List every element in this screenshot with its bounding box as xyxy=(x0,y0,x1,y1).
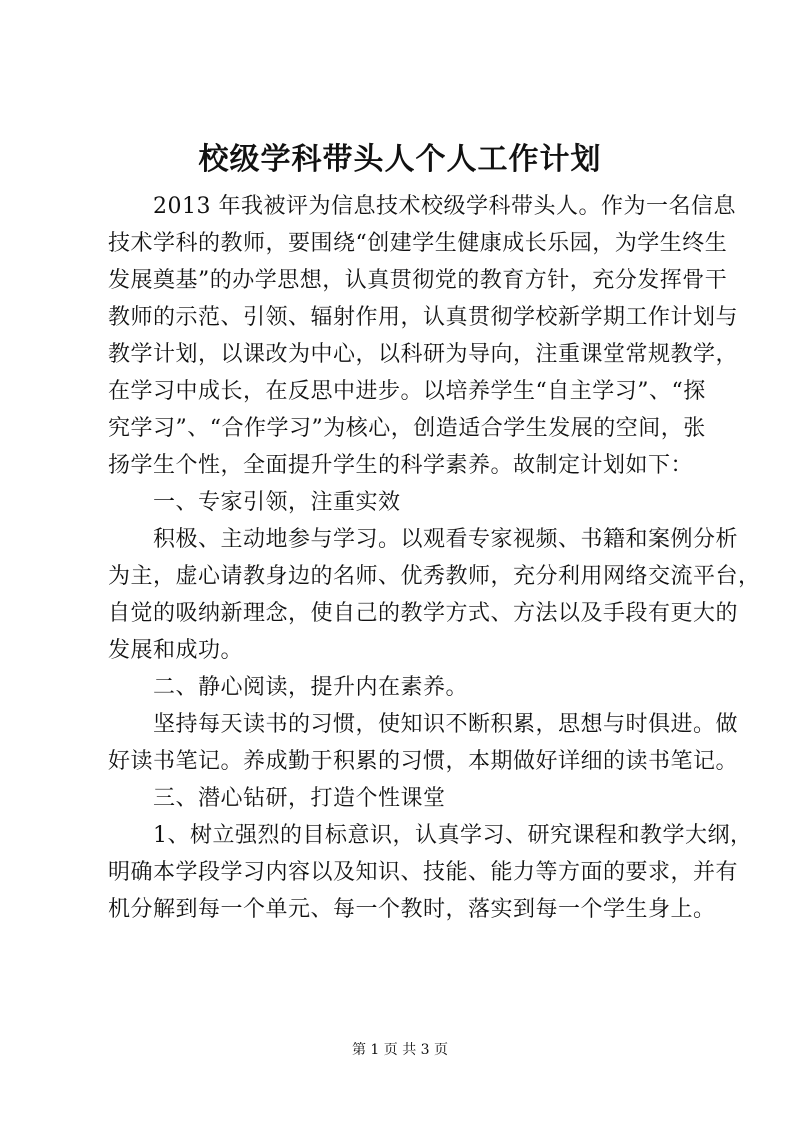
body-line-5: 教学计划，以课改为中心，以科研为导向，注重课堂常规教学， xyxy=(108,342,739,367)
body-line-10: 积极、主动地参与学习。以观看专家视频、书籍和案例分析 xyxy=(108,527,739,552)
body-line-6: 在学习中成长，在反思中进步。以培养学生“自主学习”、“探 xyxy=(108,379,706,404)
body-line-2: 技术学科的教师，要围绕“创建学生健康成长乐园，为学生终生 xyxy=(108,231,728,256)
body-line-3: 发展奠基”的办学思想，认真贯彻党的教育方针，充分发挥骨干 xyxy=(108,268,728,293)
body-line-1: 2013 年我被评为信息技术校级学科带头人。作为一名信息 xyxy=(108,194,736,219)
section-heading-1: 一、专家引领，注重实效 xyxy=(108,490,401,515)
document-title: 校级学科带头人个人工作计划 xyxy=(198,142,602,177)
body-line-12: 自觉的吸纳新理念，使自己的教学方式、方法以及手段有更大的 xyxy=(108,601,739,626)
body-line-20: 机分解到每一个单元、每一个教时，落实到每一个学生身上。 xyxy=(108,897,716,922)
body-line-19: 明确本学段学习内容以及知识、技能、能力等方面的要求，并有 xyxy=(108,860,739,885)
body-line-18: 1、树立强烈的目标意识，认真学习、研究课程和教学大纲， xyxy=(108,823,753,848)
body-line-13: 发展和成功。 xyxy=(108,638,244,663)
body-line-4: 教师的示范、引领、辐射作用，认真贯彻学校新学期工作计划与 xyxy=(108,305,739,330)
body-line-11: 为主，虚心请教身边的名师、优秀教师，充分利用网络交流平台， xyxy=(108,564,761,589)
page-number-footer: 第 1 页 共 3 页 xyxy=(351,1042,449,1058)
body-line-15: 坚持每天读书的习惯，使知识不断积累，思想与时俱进。做 xyxy=(108,712,739,737)
body-line-7: 究学习”、“合作学习”为核心，创造适合学生发展的空间，张 xyxy=(108,416,706,441)
section-heading-3: 三、潜心钻研，打造个性课堂 xyxy=(108,786,446,811)
body-line-8: 扬学生个性，全面提升学生的科学素养。故制定计划如下： xyxy=(108,453,694,478)
section-heading-2: 二、静心阅读，提升内在素养。 xyxy=(108,675,469,700)
body-line-16: 好读书笔记。养成勤于积累的习惯，本期做好详细的读书笔记。 xyxy=(108,749,739,774)
